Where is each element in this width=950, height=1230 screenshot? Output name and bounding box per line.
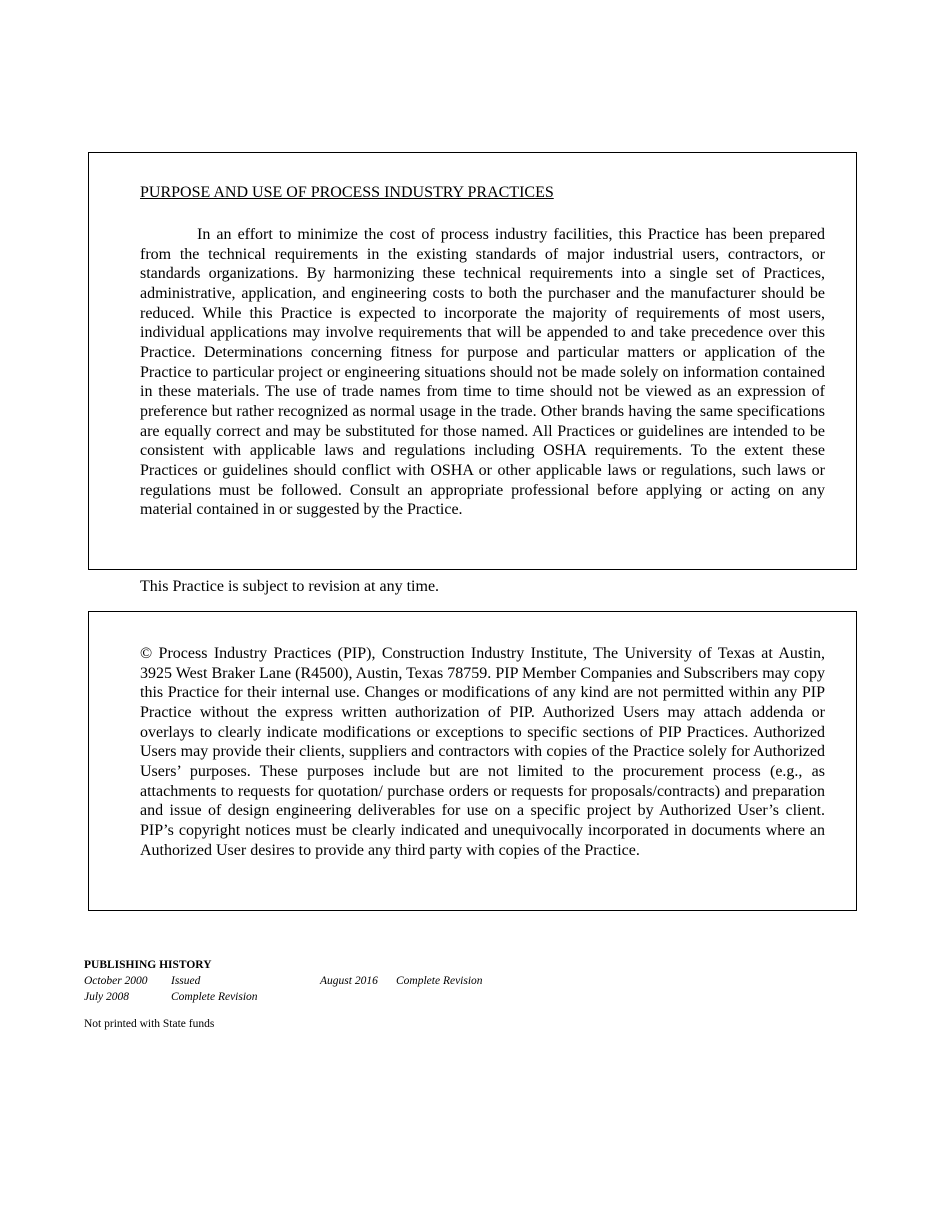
copyright-paragraph: © Process Industry Practices (PIP), Construction Industry Institute, The University of Texas at Austin, 3925 West Braker Lane (R4500), Austin, Texas 78759. PIP Member Companies and Subscribers may copy this Practice for their internal use. Changes or modifications of any kind are not permitted within any PIP Practice without the express written authorization of PIP. Authorized Users may attach addenda or overlays to clearly indicate modifications or exceptions to specific sections of PIP Practices. Authorized Users may provide their clients, suppliers and contractors with copies of the Practice solely for Authorized Users’ purposes. These purposes include but are not limited to the procurement process (e.g., as attachments to requests for quotation/ purchase orders or requests for proposals/contracts) and preparation and issue of design engineering deliverables for use on a specific project by Authorized User’s client. PIP’s copyright notices must be clearly indicated and unequivocally incorporated in documents where an Authorized User desires to provide any third party with copies of the Practice. (140, 645, 825, 859)
history-row (84, 989, 258, 1005)
funds-note: Not printed with State funds (84, 1018, 215, 1030)
history-row (84, 973, 483, 989)
history-status: Issued (171, 975, 201, 987)
history-status: Complete Revision (171, 991, 258, 1003)
history-date: October 2000 (84, 975, 148, 987)
purpose-box (88, 152, 857, 570)
purpose-paragraph: In an effort to minimize the cost of process industry facilities, this Practice has been prepared from the technical requirements in the existing standards of major industrial users, contractors, or standards organizations. By harmonizing these technical requirements into a single set of Practices, administrative, application, and engineering costs to both the purchaser and the manufacturer should be reduced. While this Practice is expected to incorporate the majority of requirements of most users, individual applications may involve requirements that will be appended to and take precedence over this Practice. Determinations concerning fitness for purpose and particular matters or application of the Practice to particular project or engineering situations should not be made solely on information contained in these materials. The use of trade names from time to time should not be viewed as an expression of preference but rather recognized as normal usage in the trade. Other brands having the same specifications are equally correct and may be substituted for those named. All Practices or guidelines are intended to be consistent with applicable laws and regulations including OSHA requirements. To the extent these Practices or guidelines should conflict with OSHA or other applicable laws or regulations, such laws or regulations must be followed. Consult an appropriate professional before applying or acting on any material contained in or suggested by the Practice. (140, 226, 825, 519)
publishing-history (84, 957, 483, 1005)
history-date: July 2008 (84, 991, 130, 1003)
history-date: August 2016 (320, 975, 378, 987)
history-status: Complete Revision (396, 975, 483, 987)
copyright-box (88, 611, 857, 911)
revision-note: This Practice is subject to revision at any time. (140, 578, 440, 595)
publishing-history-title: PUBLISHING HISTORY (84, 959, 212, 971)
purpose-heading: PURPOSE AND USE OF PROCESS INDUSTRY PRACTICES (140, 184, 554, 201)
